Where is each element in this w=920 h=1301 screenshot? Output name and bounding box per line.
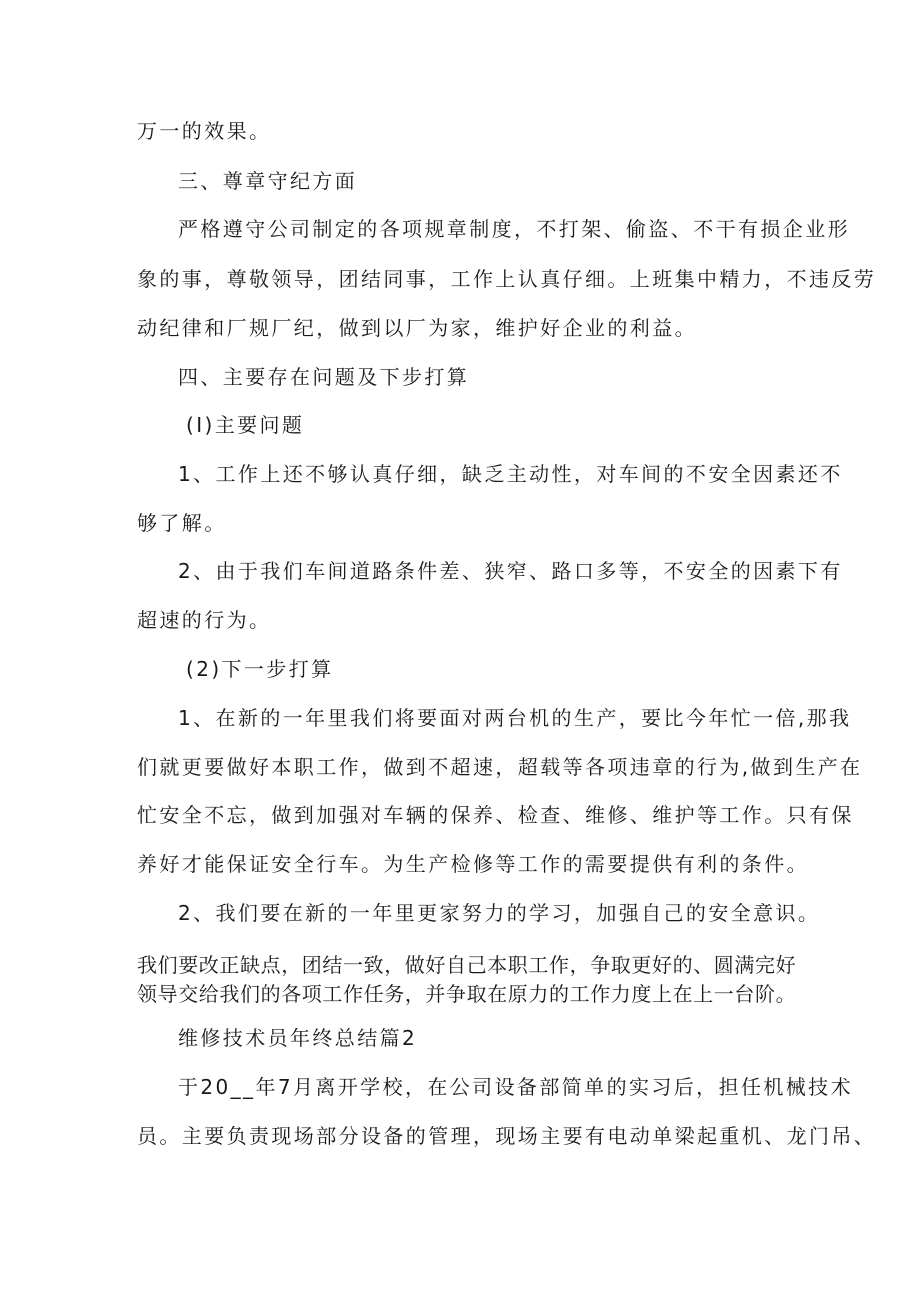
body-text-line: 1、在新的一年里我们将要面对两台机的生产，要比今年忙一倍,那我 — [178, 706, 852, 730]
subsection-heading: (2)下一步打算 — [186, 657, 334, 681]
body-text-line: 于20__年7月离开学校，在公司设备部简单的实习后，担任机械技术 — [178, 1075, 853, 1099]
body-text-line: 2、我们要在新的一年里更家努力的学习，加强自己的安全意识。 — [178, 901, 821, 925]
body-text-line: 2、由于我们车间道路条件差、狭窄、路口多等，不安全的因素下有 — [178, 559, 843, 583]
body-text-line: 够了解。 — [137, 511, 227, 535]
subsection-heading: (I)主要问题 — [186, 413, 305, 437]
body-text-line: 们就更要做好本职工作，做到不超速，超载等各项违章的行为,做到生产在 — [137, 755, 863, 779]
body-text-line: 领导交给我们的各项工作任务，并争取在原力的工作力度上在上一台阶。 — [137, 982, 797, 1006]
body-text-line: 1、工作上还不够认真仔细，缺乏主动性，对车间的不安全因素还不 — [178, 462, 843, 486]
body-text-line: 动纪律和厂规厂纪，做到以厂为家，维护好企业的利益。 — [137, 316, 697, 340]
body-text-line: 忙安全不忘，做到加强对车辆的保养、检查、维修、维护等工作。只有保 — [137, 803, 854, 827]
body-text-line: 员。主要负责现场部分设备的管理，现场主要有电动单梁起重机、龙门吊、 — [137, 1124, 877, 1148]
body-text-line: 万一的效果。 — [137, 119, 272, 143]
section-heading: 四、主要存在问题及下步打算 — [178, 365, 470, 389]
section-heading: 维修技术员年终总结篇2 — [178, 1026, 418, 1050]
body-text-line: 养好才能保证安全行车。为生产检修等工作的需要提供有利的条件。 — [137, 852, 809, 876]
section-heading: 三、尊章守纪方面 — [178, 169, 358, 193]
body-text-line: 我们要改正缺点，团结一致，做好自己本职工作，争取更好的、圆满完好 — [137, 953, 797, 977]
body-text-line: 超速的行为。 — [137, 608, 272, 632]
body-text-line: 严格遵守公司制定的各项规章制度，不打架、偷盗、不干有损企业形 — [178, 217, 850, 241]
body-text-line: 象的事，尊敬领导，团结同事，工作上认真仔细。上班集中精力，不违反劳 — [137, 267, 877, 291]
